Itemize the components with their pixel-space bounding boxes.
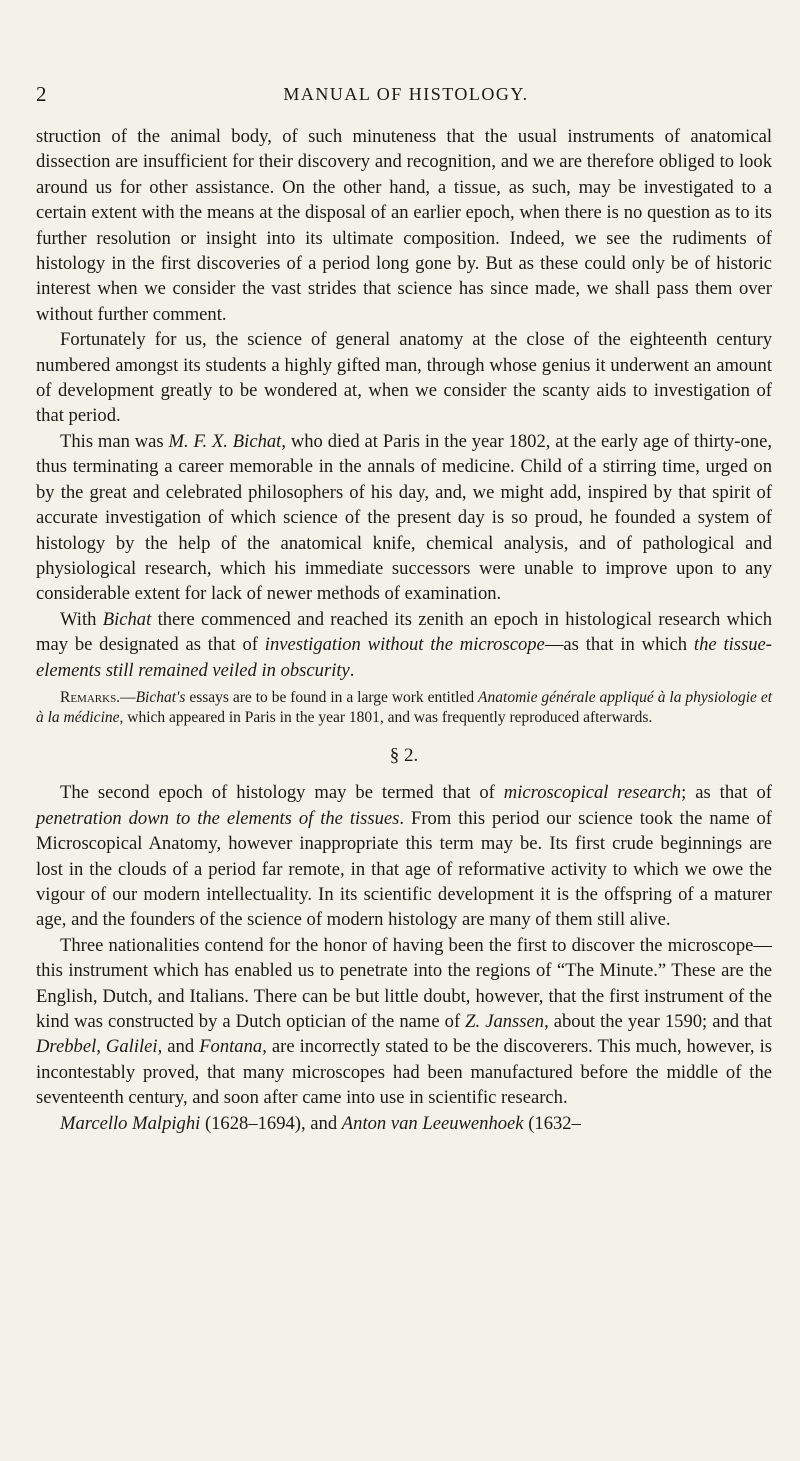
- bichat-name: M. F. X. Bichat: [168, 430, 282, 452]
- running-head: MANUAL OF HISTOLOGY.: [283, 84, 529, 104]
- paragraph-1: struction of the animal body, of such minuteness that the usual instruments of anatomical dissection are insufficient for their discovery and recognition, and we are therefore obliged to look around us for other assistance. On the other hand, a tissue, as such, may be investigated to a certain extent with the means at the disposal of an earlier epoch, when there is no question as to its further resolution or insight into its ultimate composition. Indeed, we see the rudiments of histology in the first discoveries of a period long gone by. But as these could only be of historic interest when we consider the vast strides that science has since made, we shall pass them over without further comment.: [36, 126, 772, 325]
- paragraph-3: This man was M. F. X. Bichat, who died at Paris in the year 1802, at the early age of thirty-one, thus terminating a career memorable in the annals of medicine. Child of a stirring time, urged on by the great and celebrated philosophers of his day, and, we might add, inspired by that spirit of accurate investigation of which science of the present day is so proud, he founded a system of histology by the help of the anatomical knife, chemical analysis, and of pathological and physiological research, which his immediate successors were unable to improve upon to any considerable extent for lack of newer methods of examination.: [36, 430, 772, 605]
- book-title: Anatomie générale appliqué à la physiologie et à la médicine: [36, 688, 772, 727]
- page-number: 2: [36, 82, 47, 106]
- paragraph-2: Fortunately for us, the science of general anatomy at the close of the eighteenth century numbered amongst its students a highly gifted man, through whose genius it underwent an amount of development greatly to be wondered at, when we consider the scanty aids to investigation of that period.: [36, 329, 772, 427]
- section-heading: § 2.: [389, 744, 419, 766]
- paragraph-7: Marcello Malpighi (1628–1694), and Anton van Leeuwenhoek (1632–: [60, 1112, 581, 1134]
- paragraph-5: The second epoch of histology may be termed that of microscopical research; as that of penetration down to the elements of the tissues. From this period our science took the name of Microscopical Anatomy, however inappropriate this term may be. Its first crude beginnings are lost in the clouds of a period far remote, in that age of reformative activity to which we owe the vigour of our modern intellectuality. In its scientific development it is the offspring of a maturer age, and the founders of the science of modern histology are many of them still alive.: [36, 782, 772, 931]
- remarks-label: Remarks.: [60, 688, 121, 706]
- page-header: [36, 82, 776, 110]
- remarks-note: Remarks.—Bichat's essays are to be found in a large work entitled Anatomie générale appliqué à la physiologie et à la médicine, which appeared in Paris in the year 1801, and was frequently reproduced afterwards.: [36, 688, 772, 727]
- paragraph-4: With Bichat there commenced and reached its zenith an epoch in histological research which may be designated as that of investigation without the microscope—as that in which the tissue-elements still remained veiled in obscurity.: [36, 608, 772, 681]
- body-text: [36, 124, 772, 1136]
- paragraph-6: Three nationalities contend for the honor of having been the first to discover the microscope—this instrument which has enabled us to penetrate into the regions of “The Minute.” These are the English, Dutch, and Italians. There can be but little doubt, however, that the first instrument of the kind was constructed by a Dutch optician of the name of Z. Janssen, about the year 1590; and that Drebbel, Galilei, and Fontana, are incorrectly stated to be the discoverers. This much, however, is incontestably proved, that many microscopes had been manufactured before the middle of the seventeenth century, and soon after came into use in scientific research.: [36, 934, 773, 1109]
